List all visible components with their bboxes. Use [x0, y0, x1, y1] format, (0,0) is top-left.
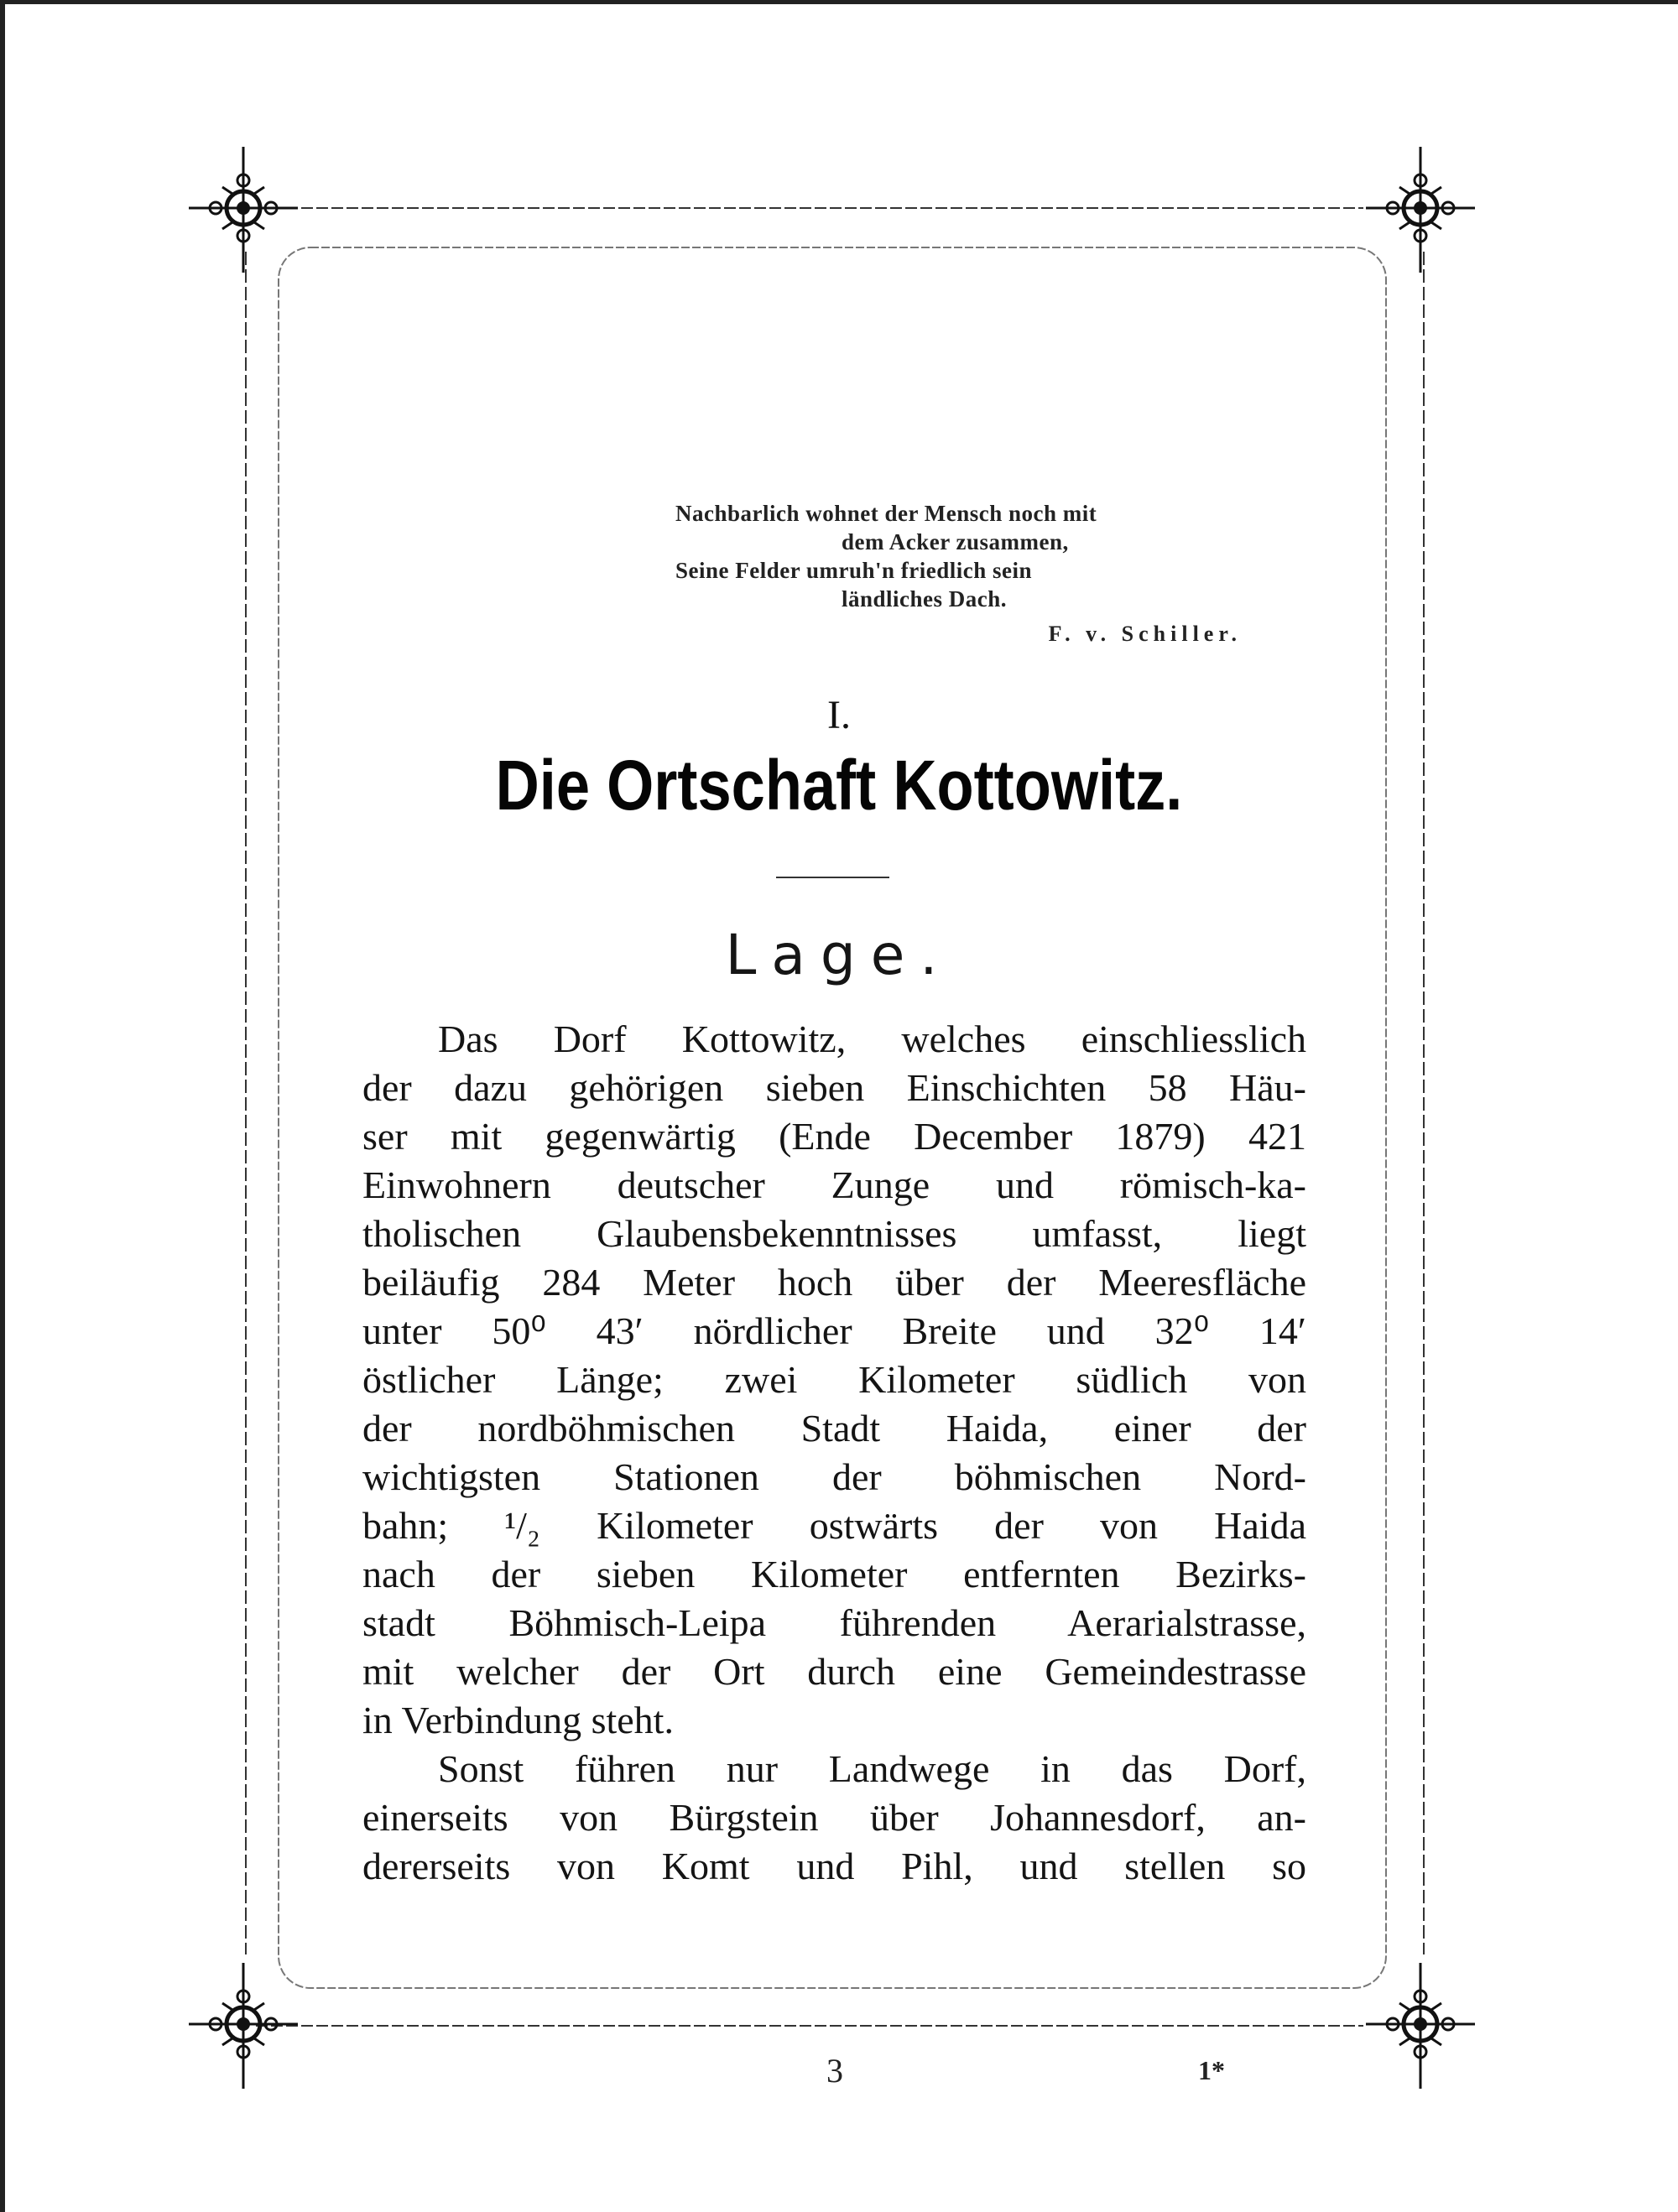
- body-line: der nordböhmischen Stadt Haida, einer der: [362, 1407, 1306, 1450]
- body-line: mit welcher der Ort durch eine Gemeindestrasse: [362, 1650, 1306, 1693]
- corner-ornament-icon: [189, 147, 298, 273]
- body-line: der dazu gehörigen sieben Einschichten 58 Häu-: [362, 1066, 1306, 1109]
- body-line: in Verbindung steht.: [362, 1699, 674, 1741]
- body-line: tholischen Glaubensbekenntnisses umfasst, liegt: [362, 1212, 1306, 1255]
- chapter-title: Die Ortschaft Kottowitz.: [495, 746, 1183, 825]
- body-line: Einwohnern deutscher Zunge und römisch-ka-: [362, 1163, 1306, 1206]
- body-line: Sonst führen nur Landwege in das Dorf,: [438, 1747, 1306, 1790]
- page-number: 3: [826, 2052, 843, 2090]
- body-line: bahn; ¹/₂ Kilometer ostwärts der von Haida: [362, 1504, 1306, 1547]
- body-line: einerseits von Bürgstein über Johannesdorf, an-: [362, 1796, 1306, 1839]
- section-heading: Lage.: [725, 923, 953, 987]
- epigraph-line: dem Acker zusammen,: [842, 529, 1069, 554]
- epigraph-line: Nachbarlich wohnet der Mensch noch mit: [675, 501, 1097, 526]
- corner-ornament-icon: [1366, 1963, 1475, 2089]
- body-line: unter 50⁰ 43′ nördlicher Breite und 32⁰ 14′: [362, 1309, 1306, 1352]
- body-text: [362, 1015, 1306, 1891]
- epigraph-line: ländliches Dach.: [842, 586, 1008, 612]
- body-line: stadt Böhmisch-Leipa führenden Aerarialstrasse,: [362, 1601, 1306, 1644]
- body-line: nach der sieben Kilometer entfernten Bezirks-: [362, 1553, 1306, 1595]
- body-line: ser mit gegenwärtig (Ende December 1879) 421: [362, 1115, 1306, 1158]
- body-line: Das Dorf Kottowitz, welches einschliesslich: [438, 1018, 1306, 1060]
- body-line: wichtigsten Stationen der böhmischen Nord-: [362, 1455, 1306, 1498]
- epigraph-author: F. v. Schiller.: [1048, 622, 1242, 646]
- epigraph: [675, 499, 1279, 648]
- corner-ornament-icon: [1366, 147, 1475, 273]
- body-line: östlicher Länge; zwei Kilometer südlich von: [362, 1358, 1306, 1401]
- body-line: dererseits von Komt und Pihl, und stellen so: [362, 1845, 1306, 1887]
- chapter-number: I.: [827, 693, 851, 737]
- title-divider: [776, 877, 889, 878]
- body-line: beiläufig 284 Meter hoch über der Meeresfläche: [362, 1261, 1306, 1304]
- signature-mark: 1*: [1198, 2055, 1225, 2085]
- epigraph-line: Seine Felder umruh'n friedlich sein: [675, 558, 1033, 583]
- corner-ornament-icon: [189, 1963, 298, 2089]
